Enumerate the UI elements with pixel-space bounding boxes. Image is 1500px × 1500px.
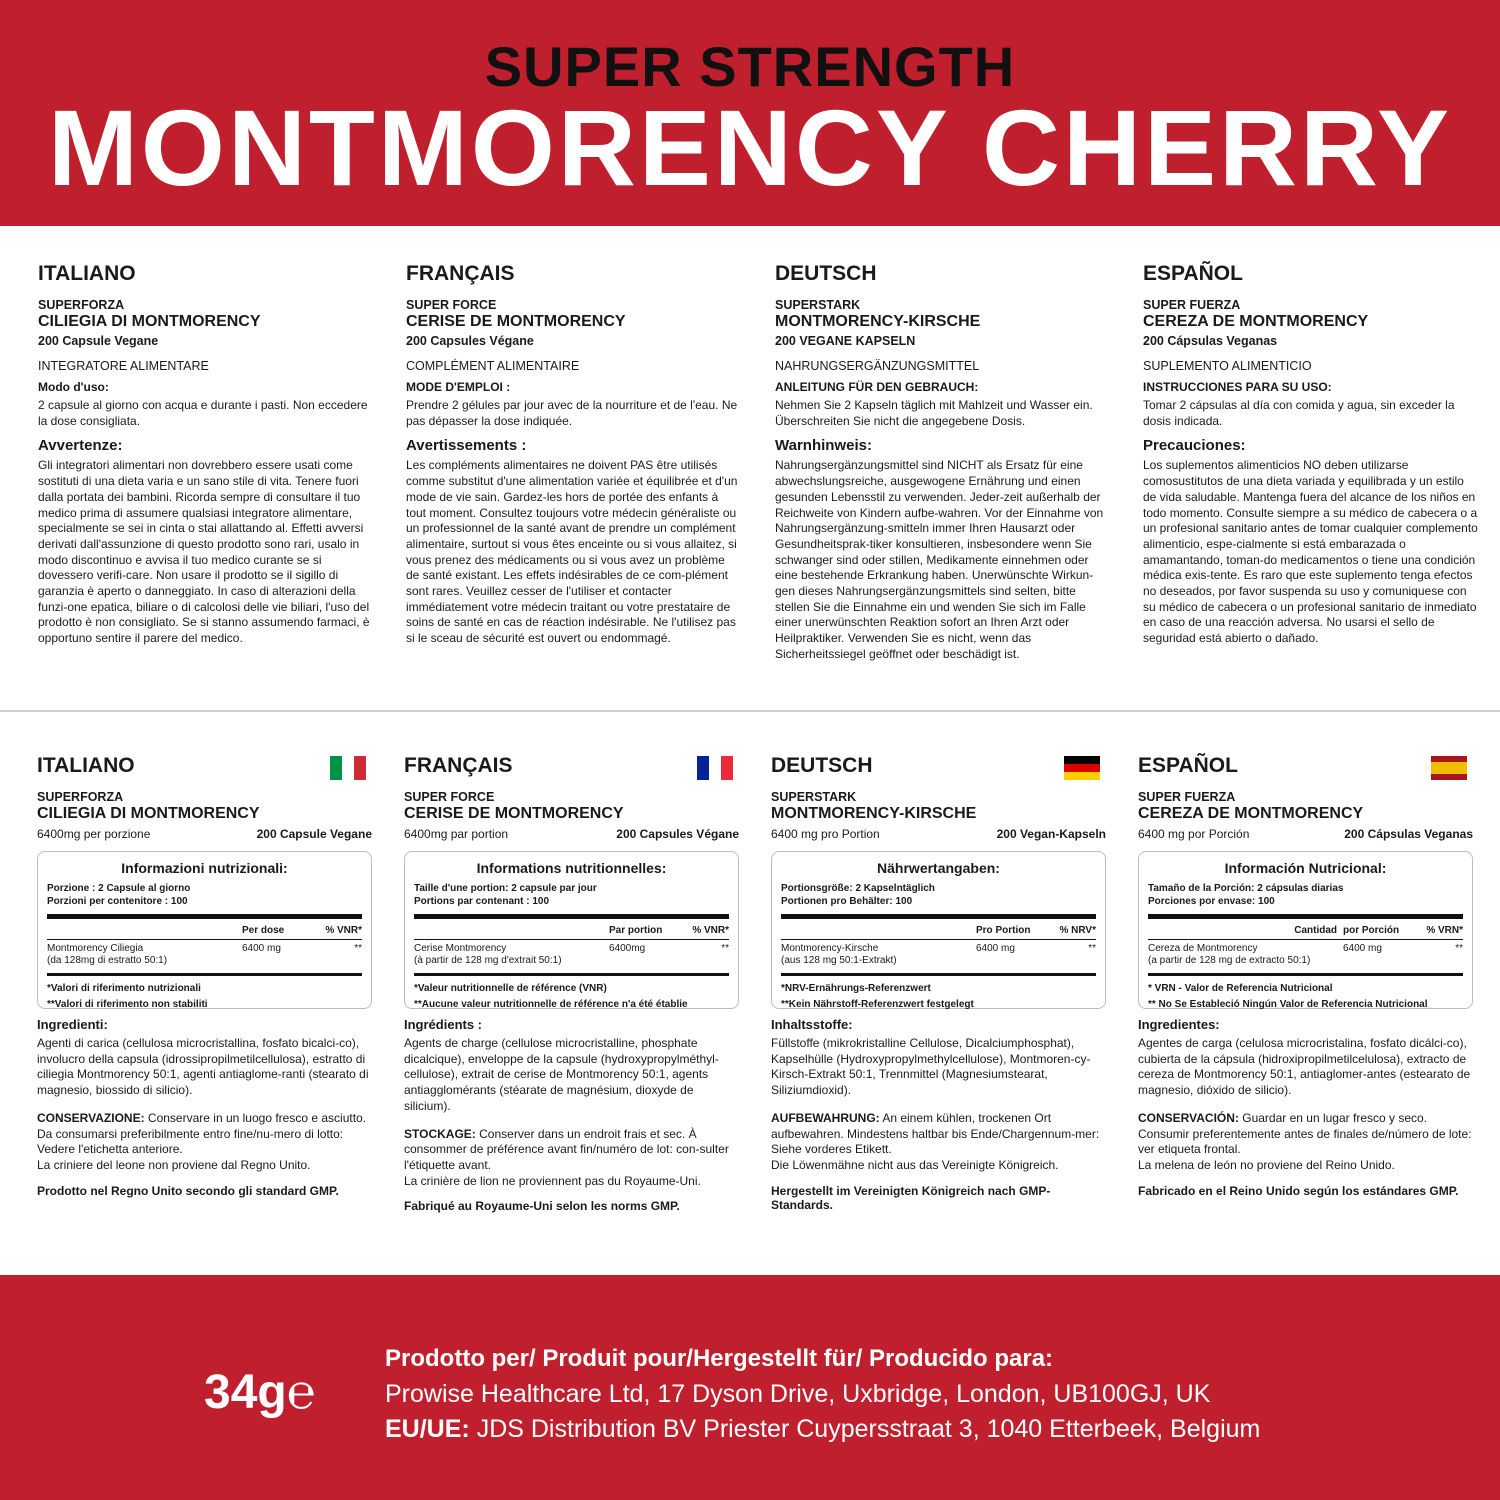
ingredients-text: Agenti di carica (cellulosa microcristallina, fosfato bicalci-co), involucro della capsula (idrossipropilmetilcellulosa), estratto di ciliegia Montmorency 50:1, agenti antiaglome-ranti (stearato di magnesio, biossido di silicio). — [37, 1036, 369, 1098]
nutrition-panel — [404, 851, 739, 1009]
rule-thick — [1148, 914, 1463, 919]
nutrition-title: Información Nutricional: — [1224, 860, 1387, 876]
strength-label: SUPERSTARK — [771, 790, 857, 804]
capsule-count: 200 Vegan-Kapseln — [996, 827, 1106, 841]
header-col1 — [781, 925, 976, 936]
serving-size: Portionsgröße: 2 Kapselntäglich — [781, 883, 935, 894]
ingredients-heading: Inhaltsstoffe: — [771, 1017, 853, 1032]
product-name: CEREZA DE MONTMORENCY — [1143, 313, 1369, 330]
rule-thick — [414, 973, 729, 976]
directions-heading: Modo d'uso: — [38, 380, 109, 394]
footnote-1: *Valeur nutritionnelle de référence (VNR) — [414, 983, 607, 994]
footnote-2: **Aucune valeur nutritionnelle de référence n'a été établie — [414, 999, 688, 1010]
capsule-count: 200 Capsules Végane — [406, 334, 534, 348]
storage-heading: CONSERVAZIONE: — [37, 1110, 145, 1125]
language-heading: DEUTSCH — [775, 262, 877, 285]
nrv-value: ** — [354, 943, 362, 954]
directions-text: 2 capsule al giorno con acqua e durante i pasti. Non eccedere la dose consigliata. — [38, 398, 368, 428]
product-name: CEREZA DE MONTMORENCY — [1138, 805, 1364, 822]
bottom-column-italian — [37, 754, 372, 1198]
capsule-count: 200 Capsules Végane — [616, 827, 739, 841]
ingredient-name: Montmorency Ciliegia — [47, 943, 144, 954]
header-col2: Per dose — [242, 925, 285, 936]
warnings-text: Nahrungsergänzungsmittel sind NICHT als Ersatz für eine abwechslungsreiche, ausgewogene Ernährung und einen gesunden Lebensstil zu verwenden. Jeder-zeit außerhalb der Reichweite von Kindern aufbe-wahren. Vor der Einnahme von Nahrungsergänzung-smitteln immer Ihren Hausarzt oder Gesundheitsprak-tiker konsultieren, insbesondere wenn Sie schwanger sind oder stillen, Medikamente einnehmen oder eine bestehende Erkrankung haben. Unerwünschte Wirkun-gen dieses Nahrungsergänzungsmittels sind selten, bitte stellen Sie die Einnahme ein und wenden Sie sich im Falle einer unerwünschten Reaktion sofort an Ihren Arzt oder Heilpraktiker. Verwenden Sie es nicht, wenn das Sicherheitssiegel geöffnet oder beschädigt ist. — [775, 458, 1104, 661]
made-in-note: Fabriqué au Royaume-Uni selon les norms GMP. — [404, 1199, 680, 1214]
servings-per-container: Porciones por envase: 100 — [1148, 896, 1275, 907]
rule-thick — [47, 973, 362, 976]
directions-text: Prendre 2 gélules par jour avec de la nourriture et de l'eau. Ne pas dépasser la dose indiquée. — [406, 398, 738, 428]
spain-flag-icon — [1431, 756, 1467, 780]
warnings-text: Los suplementos alimenticios NO deben utilizarse comosustitutos de una dieta variada y equilibrada y un estilo de vida saludable. Mantenga fuera del alcance de los niños en todo momento. Consulte siempre a su médico de cabecera o a un profesional sanitario antes de tomar cualquier complemento alimenticio, espe-cialmente si está embarazada o amamantando, toman-do medicamentos o tiene una condición médica exis-tente. Es raro que este suplemento tenga efectos no deseados, por favor suspenda su uso y comuniquese con su médico de cabecera o un profesional sanitario de inmediato en caso de una reacción adversa. No usarsi el sello de seguridad está abierto o dañado. — [1143, 458, 1478, 646]
capsule-count: 200 Cápsulas Veganas — [1344, 827, 1473, 841]
storage-body: Conservare in un luogo fresco e asciutto. Da consumarsi preferibilmente entro fine/nu-mero di lotto: Vedere l'etichetta anteriore. — [37, 1110, 367, 1157]
servings-per-container: Portionen pro Behälter: 100 — [781, 896, 913, 907]
capsule-count: 200 VEGANE KAPSELN — [775, 334, 916, 348]
storage-heading: AUFBEWAHRUNG: — [771, 1110, 880, 1125]
italy-flag-icon — [330, 756, 366, 780]
made-in-note: Hergestellt im Vereinigten Königreich nach GMP-Standards. — [771, 1183, 1051, 1212]
category-label: COMPLÉMENT ALIMENTAIRE — [406, 359, 580, 373]
table-row — [47, 943, 362, 967]
product-name: CILIEGIA DI MONTMORENCY — [37, 805, 260, 822]
eu-label: EU/UE: — [385, 1415, 470, 1443]
germany-flag-icon — [1064, 756, 1100, 780]
capsule-count: 200 Cápsulas Veganas — [1143, 334, 1278, 348]
made-in-note: Prodotto nel Regno Unito secondo gli standard GMP. — [37, 1183, 339, 1198]
storage-heading: STOCKAGE: — [404, 1126, 476, 1141]
nrv-value: ** — [721, 943, 729, 954]
rule-thin — [47, 939, 362, 940]
table-row — [781, 943, 1096, 967]
ingredient-detail: (aus 128 mg 50:1-Extrakt) — [781, 955, 897, 966]
rule-thin — [781, 939, 1096, 940]
top-column-french — [406, 262, 741, 647]
header-col3: % VNR* — [325, 925, 362, 936]
serving-row — [404, 827, 739, 841]
top-column-italian — [38, 262, 373, 647]
ingredients-text: Agentes de carga (celulosa microcristalina, fosfato dicálci-co), cubierta de la cápsula (hidroxipropilmetilcelulosa), extracto de cereza de Montmorency 50:1, antiaglomer-antes (estearato de magnesio, dióxido de silicio). — [1138, 1036, 1471, 1098]
per-serving: 6400 mg pro Portion — [771, 827, 880, 841]
header-col3: % VRN* — [1426, 925, 1463, 936]
amount: 6400 mg — [1343, 943, 1382, 954]
warnings-text: Gli integratori alimentari non dovrebbero essere usati come sostituti di una dieta varia e un sano stile di vita. Tenere fuori dalla portata dei bambini. Ricorda sempre di consultare il tuo medico prima di assumere qualsiasi integratore alimentare, specialmente se sei in cinta o stai allattando al. Effetti avversi derivati dall'assunzione di questo prodotto sono rari, usalo in modo discontinuo e avvisa il tuo medico curante se si dovessero verifi-care. Non usare il prodotto se il sigillo di garanzia è aperto o danneggiato. In caso di alterazioni della funzi-one epatica, biliare o di calcolosi delle vie biliari, l'uso del prodotto è non consigliato. Se si stanno assumendo farmaci, è opportuno sentire il parere del medico. — [38, 458, 370, 646]
footnote-1: *NRV-Ernährungs-Referenzwert — [781, 983, 931, 994]
storage-body: An einem kühlen, trockenen Ort aufbewahren. Mindestens haltbar bis Ende/Chargennum-mer: Siehe vorderes Etikett. — [771, 1110, 1100, 1157]
eu-address-line — [385, 1415, 1260, 1444]
footer-banner — [0, 1275, 1500, 1500]
bottom-column-spanish — [1138, 754, 1473, 1198]
header-col2: por Porción — [1343, 925, 1400, 936]
table-header — [1148, 925, 1463, 936]
lion-note: La crinière de lion ne proviennent pas du Royaume-Uni. — [404, 1173, 701, 1188]
directions-text: Nehmen Sie 2 Kapseln täglich mit Mahlzeit und Wasser ein. Überschreiten Sie nicht die angegebene Dosis. — [775, 398, 1093, 428]
header-col1: Cantidad — [1294, 925, 1337, 936]
header-col2: Par portion — [609, 925, 663, 936]
rule-thick — [47, 914, 362, 919]
footnote-2: ** No Se Estableció Ningún Valor de Referencia Nutricional — [1148, 999, 1428, 1010]
product-name: CERISE DE MONTMORENCY — [404, 805, 624, 822]
warnings-text: Les compléments alimentaires ne doivent PAS être utilisés comme substitut d'une alimentation variée et équilibrée et d'un mode de vie sain. Gardez-les hors de portée des enfants à tout moment. Consultez toujours votre médecin généraliste ou un professionnel de la santé avant de prendre un complément alimentaire, surtout si vous êtes enceinte ou si vous allaitez, si vous prenez des médicaments ou si vous avez un problème de santé existant. Les effets indésirables de ce com-plément sont rares. Veuillez cesser de l'utiliser et contacter immédiatement votre médecin traitant ou votre prestataire de soins de santé en cas de réaction indésirable. Ne l'utilisez pas si le sceau de sécurité est ouvert ou endommagé. — [406, 458, 738, 646]
rule-thick — [1148, 973, 1463, 976]
storage-body: Guardar en un lugar fresco y seco. Consumir preferentemente antes de finales de/número de lote: ver etiqueta frontal. — [1138, 1110, 1472, 1157]
storage-text — [37, 1111, 372, 1174]
strength-label: SUPER FORCE — [404, 790, 495, 804]
product-name: CILIEGIA DI MONTMORENCY — [38, 313, 261, 330]
ingredients-heading: Ingrédients : — [404, 1017, 483, 1032]
ingredient-name: Cerise Montmorency — [414, 943, 507, 954]
language-row — [404, 754, 739, 778]
top-column-german — [775, 262, 1110, 663]
rule-thin — [1148, 939, 1463, 940]
product-name: CERISE DE MONTMORENCY — [406, 313, 626, 330]
header-col3: % NRV* — [1059, 925, 1096, 936]
language-heading: ITALIANO — [38, 262, 136, 285]
warnings-heading: Avertissements : — [406, 437, 527, 455]
manufacturer-heading: Prodotto per/ Produit pour/Hergestellt für/ Producido para: — [385, 1345, 1054, 1372]
strength-label: SUPER FUERZA — [1143, 298, 1241, 312]
footnote-1: * VRN - Valor de Referencia Nutricional — [1148, 983, 1333, 994]
storage-text — [404, 1127, 739, 1190]
product-name: MONTMORENCY-KIRSCHE — [771, 805, 977, 822]
storage-text — [1138, 1111, 1473, 1174]
lion-note: La criniere del leone non proviene dal Regno Unito. — [37, 1157, 311, 1172]
header-col3: % VNR* — [692, 925, 729, 936]
serving-row — [771, 827, 1106, 841]
language-row — [37, 754, 372, 778]
net-weight: 34g℮ — [204, 1366, 316, 1419]
strength-label: SUPERFORZA — [37, 790, 124, 804]
language-heading: FRANÇAIS — [404, 754, 513, 777]
storage-body: Conserver dans un endroit frais et sec. À consommer de préférence avant fin/numéro de lot: con-sulter l'étiquette avant. — [404, 1126, 729, 1172]
bottom-column-french — [404, 754, 739, 1213]
table-header — [414, 925, 729, 936]
made-in-note: Fabricado en el Reino Unido según los estándares GMP. — [1138, 1183, 1459, 1198]
per-serving: 6400mg par portion — [404, 827, 509, 841]
ingredient-name: Montmorency-Kirsche — [781, 943, 879, 954]
header-col1 — [47, 925, 242, 936]
eu-address: JDS Distribution BV Priester Cuypersstraat 3, 1040 Etterbeek, Belgium — [476, 1415, 1261, 1443]
nutrition-panel — [1138, 851, 1473, 1009]
amount: 6400mg — [609, 943, 646, 954]
footnote-1: *Valori di riferimento nutrizionali — [47, 983, 201, 994]
storage-heading: CONSERVACIÓN: — [1138, 1110, 1239, 1125]
bottom-column-german — [771, 754, 1106, 1212]
rule-thick — [781, 973, 1096, 976]
rule-thick — [781, 914, 1096, 919]
directions-heading: INSTRUCCIONES PARA SU USO: — [1143, 380, 1332, 394]
language-row — [1138, 754, 1473, 778]
strength-label: SUPERFORZA — [38, 298, 125, 312]
header-product-name: MONTMORENCY CHERRY — [47, 87, 1453, 208]
ingredients-text: Agents de charge (cellulose microcristalline, phosphate dicalcique), enveloppe de la capsule (hydroxypropylméthyl-cellulose), extrait de cerise de Montmorency 50:1, agents antiagglomérants (stéarate de magnésium, dioxyde de silicium). — [404, 1036, 719, 1113]
warnings-heading: Warnhinweis: — [775, 437, 872, 455]
category-label: INTEGRATORE ALIMENTARE — [38, 359, 209, 373]
language-heading: DEUTSCH — [771, 754, 873, 777]
servings-per-container: Porzioni per contenitore : 100 — [47, 896, 188, 907]
serving-size: Taille d'une portion: 2 capsule par jour — [414, 883, 597, 894]
serving-row — [1138, 827, 1473, 841]
directions-text: Tomar 2 cápsulas al día con comida y agua, sin exceder la dosis indicada. — [1143, 398, 1455, 428]
directions-heading: ANLEITUNG FÜR DEN GEBRAUCH: — [775, 380, 979, 394]
language-heading: FRANÇAIS — [406, 262, 515, 285]
ingredients-text: Füllstoffe (mikrokristalline Cellulose, Dicalciumphosphat), Kapselhülle (Hydroxypropylmethylcellulose), Montmoren-cy-Kirsch-Extrakt 50:1, Trennmittel (Magnesiumstearat, Siliziumdioxid). — [771, 1036, 1091, 1098]
nutrition-title: Informations nutritionnelles: — [476, 860, 667, 876]
rule-thin — [414, 939, 729, 940]
nutrition-title: Informazioni nutrizionali: — [121, 860, 288, 876]
capsule-count: 200 Capsule Vegane — [38, 334, 159, 348]
ingredient-detail: (a partir de 128 mg de extracto 50:1) — [1148, 955, 1311, 966]
nrv-value: ** — [1088, 943, 1096, 954]
language-row — [771, 754, 1106, 778]
serving-row — [37, 827, 372, 841]
warnings-heading: Precauciones: — [1143, 437, 1246, 455]
category-label: SUPLEMENTO ALIMENTICIO — [1143, 359, 1312, 373]
per-serving: 6400 mg por Porción — [1138, 827, 1250, 841]
lion-note: La melena de león no proviene del Reino Unido. — [1138, 1157, 1395, 1172]
ingredients-heading: Ingredienti: — [37, 1017, 108, 1032]
table-row — [1148, 943, 1463, 967]
table-header — [47, 925, 362, 936]
section-divider — [0, 710, 1500, 712]
ingredient-detail: (à partir de 128 mg d'extrait 50:1) — [414, 955, 562, 966]
table-row — [414, 943, 729, 967]
lion-note: Die Löwenmähne nicht aus das Vereinigte Königreich. — [771, 1157, 1059, 1172]
top-column-spanish — [1143, 262, 1478, 647]
nrv-value: ** — [1455, 943, 1463, 954]
header-col1 — [414, 925, 609, 936]
header-col2: Pro Portion — [976, 925, 1031, 936]
serving-size: Porzione : 2 Capsule al giorno — [47, 883, 191, 894]
strength-label: SUPER FORCE — [406, 298, 497, 312]
capsule-count: 200 Capsule Vegane — [256, 827, 372, 841]
language-heading: ITALIANO — [37, 754, 135, 777]
strength-label: SUPER FUERZA — [1138, 790, 1236, 804]
nutrition-panel — [771, 851, 1106, 1009]
footnote-2: **Kein Nährstoff-Referenzwert festgelegt — [781, 999, 974, 1010]
ingredient-name: Cereza de Montmorency — [1148, 943, 1258, 954]
nutrition-panel — [37, 851, 372, 1009]
ingredient-detail: (da 128mg di estratto 50:1) — [47, 955, 168, 966]
strength-label: SUPERSTARK — [775, 298, 861, 312]
servings-per-container: Portions par contenant : 100 — [414, 896, 550, 907]
ingredients-heading: Ingredientes: — [1138, 1017, 1220, 1032]
nutrition-title: Nährwertangaben: — [877, 860, 1000, 876]
language-heading: ESPAÑOL — [1143, 262, 1243, 285]
category-label: NAHRUNGSERGÄNZUNGSMITTEL — [775, 359, 980, 373]
manufacturer-address: Prowise Healthcare Ltd, 17 Dyson Drive, Uxbridge, London, UB100GJ, UK — [385, 1380, 1211, 1408]
footnote-2: **Valori di riferimento non stabiliti — [47, 999, 208, 1010]
header-super-strength: SUPER STRENGTH — [484, 35, 1016, 98]
france-flag-icon — [697, 756, 733, 780]
warnings-heading: Avvertenze: — [38, 437, 123, 455]
amount: 6400 mg — [242, 943, 281, 954]
rule-thick — [414, 914, 729, 919]
directions-heading: MODE D'EMPLOI : — [406, 380, 511, 394]
amount: 6400 mg — [976, 943, 1015, 954]
serving-size: Tamaño de la Porción: 2 cápsulas diarias — [1148, 883, 1344, 894]
language-heading: ESPAÑOL — [1138, 754, 1238, 777]
storage-text — [771, 1111, 1106, 1174]
product-name: MONTMORENCY-KIRSCHE — [775, 313, 981, 330]
header-banner — [0, 0, 1500, 226]
table-header — [781, 925, 1096, 936]
per-serving: 6400mg per porzione — [37, 827, 151, 841]
